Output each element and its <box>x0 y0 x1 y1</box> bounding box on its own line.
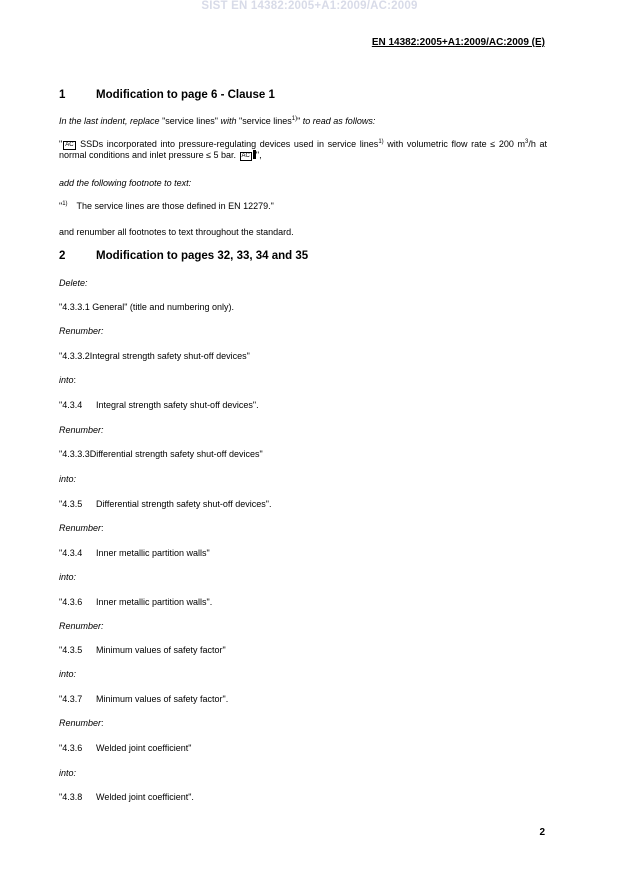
clause-title: Inner metallic partition walls" <box>96 548 210 558</box>
quoted-term: "service lines" <box>162 116 218 126</box>
renumber-to <box>59 597 212 607</box>
clause-title: Differential strength safety shut-off devices" <box>89 449 263 459</box>
renumber-text: Renumber <box>59 523 102 533</box>
paragraph-text: SSDs incorporated into pressure-regulating devices used in service lines <box>76 139 379 149</box>
into-label: into: <box>59 669 77 679</box>
into-colon: : <box>73 375 77 385</box>
superscript: 3 <box>525 139 529 145</box>
page-number: 2 <box>539 827 545 838</box>
footnote-ref: 1) <box>291 116 298 122</box>
section-title: Modification to page 6 - Clause 1 <box>96 89 275 101</box>
delete-item: "4.3.3.1 General" (title and numbering only). <box>59 302 234 312</box>
clause-number: "4.3.3.3 <box>59 449 90 459</box>
section-number: 1 <box>59 89 66 101</box>
renumber-text: Renumber <box>59 718 102 728</box>
renumber-label <box>59 523 104 533</box>
renumber-label: Renumber: <box>59 326 104 336</box>
instruction-text: with <box>218 116 240 126</box>
clause-number: "4.3.4 <box>59 400 83 410</box>
section-title: Modification to pages 32, 33, 34 and 35 <box>96 250 309 262</box>
clause-title: Integral strength safety shut-off devices" <box>89 351 250 361</box>
section-number: 2 <box>59 250 66 262</box>
watermark-text: SIST EN 14382:2005+A1:2009/AC:2009 <box>201 0 418 12</box>
document-id-header: EN 14382:2005+A1:2009/AC:2009 (E) <box>371 37 545 48</box>
clause-number: "4.3.3.2 <box>59 351 90 361</box>
clause-number: "4.3.6 <box>59 743 83 753</box>
paragraph-text: with volumetric flow rate ≤ 200 m <box>383 139 526 149</box>
into-label <box>59 375 76 385</box>
tag-label: AC <box>241 153 250 159</box>
renumber-label <box>59 718 104 728</box>
renumber-to <box>59 694 228 704</box>
clause-title: Minimum values of safety factor" <box>96 645 226 655</box>
clause-number: "4.3.7 <box>59 694 83 704</box>
into-label: into: <box>59 768 77 778</box>
clause-number: "4.3.6 <box>59 597 83 607</box>
section-2-heading <box>59 250 308 262</box>
renumber-to <box>59 400 259 410</box>
renumber-from <box>59 743 191 753</box>
replacement-paragraph <box>59 139 547 161</box>
instruction-text: to read as follows: <box>300 116 376 126</box>
renumber-from <box>59 449 263 459</box>
footnote-line <box>59 201 274 211</box>
renumber-to <box>59 792 194 802</box>
clause-number: "4.3.5 <box>59 645 83 655</box>
clause-title: Integral strength safety shut-off devices". <box>96 400 259 410</box>
ac-end-tag-icon <box>240 152 252 161</box>
renumber-note: and renumber all footnotes to text throughout the standard. <box>59 227 294 237</box>
clause-title: Minimum values of safety factor". <box>96 694 229 704</box>
footnote-instruction: add the following footnote to text: <box>59 178 192 188</box>
ac-start-tag-icon <box>63 141 75 150</box>
quote-mark: " <box>59 139 63 149</box>
clause-number: "4.3.8 <box>59 792 83 802</box>
clause-title: Welded joint coefficient". <box>96 792 194 802</box>
renumber-from <box>59 548 210 558</box>
instruction-line <box>59 116 375 126</box>
renumber-from <box>59 351 250 361</box>
into-label: into: <box>59 474 77 484</box>
clause-title: Differential strength safety shut-off devices". <box>96 499 272 509</box>
footnote-ref: 1) <box>62 201 68 207</box>
clause-number: "4.3.5 <box>59 499 83 509</box>
footnote-ref: 1) <box>378 139 384 145</box>
paragraph-text: ", <box>255 150 262 160</box>
into-text: into <box>59 375 74 385</box>
renumber-to <box>59 499 271 509</box>
renumber-label: Renumber: <box>59 621 104 631</box>
delete-label: Delete: <box>59 278 88 288</box>
renumber-from <box>59 645 226 655</box>
renumber-colon: : <box>101 718 104 728</box>
instruction-text: In the last indent, replace <box>59 116 163 126</box>
paragraph-text: /h at normal conditions and inlet pressure ≤ 5 bar. <box>59 139 547 160</box>
clause-number: "4.3.4 <box>59 548 83 558</box>
quote-mark: " <box>59 201 63 211</box>
renumber-colon: : <box>101 523 104 533</box>
renumber-label: Renumber: <box>59 425 104 435</box>
quoted-term: "service lines <box>239 116 292 126</box>
section-1-heading <box>59 89 275 101</box>
into-label: into: <box>59 572 77 582</box>
quote-mark: " <box>297 116 301 126</box>
clause-title: Welded joint coefficient" <box>96 743 192 753</box>
tag-label: AC <box>65 142 74 148</box>
footnote-text: The service lines are those defined in EN 12279." <box>76 201 274 211</box>
clause-title: Inner metallic partition walls". <box>96 597 213 607</box>
